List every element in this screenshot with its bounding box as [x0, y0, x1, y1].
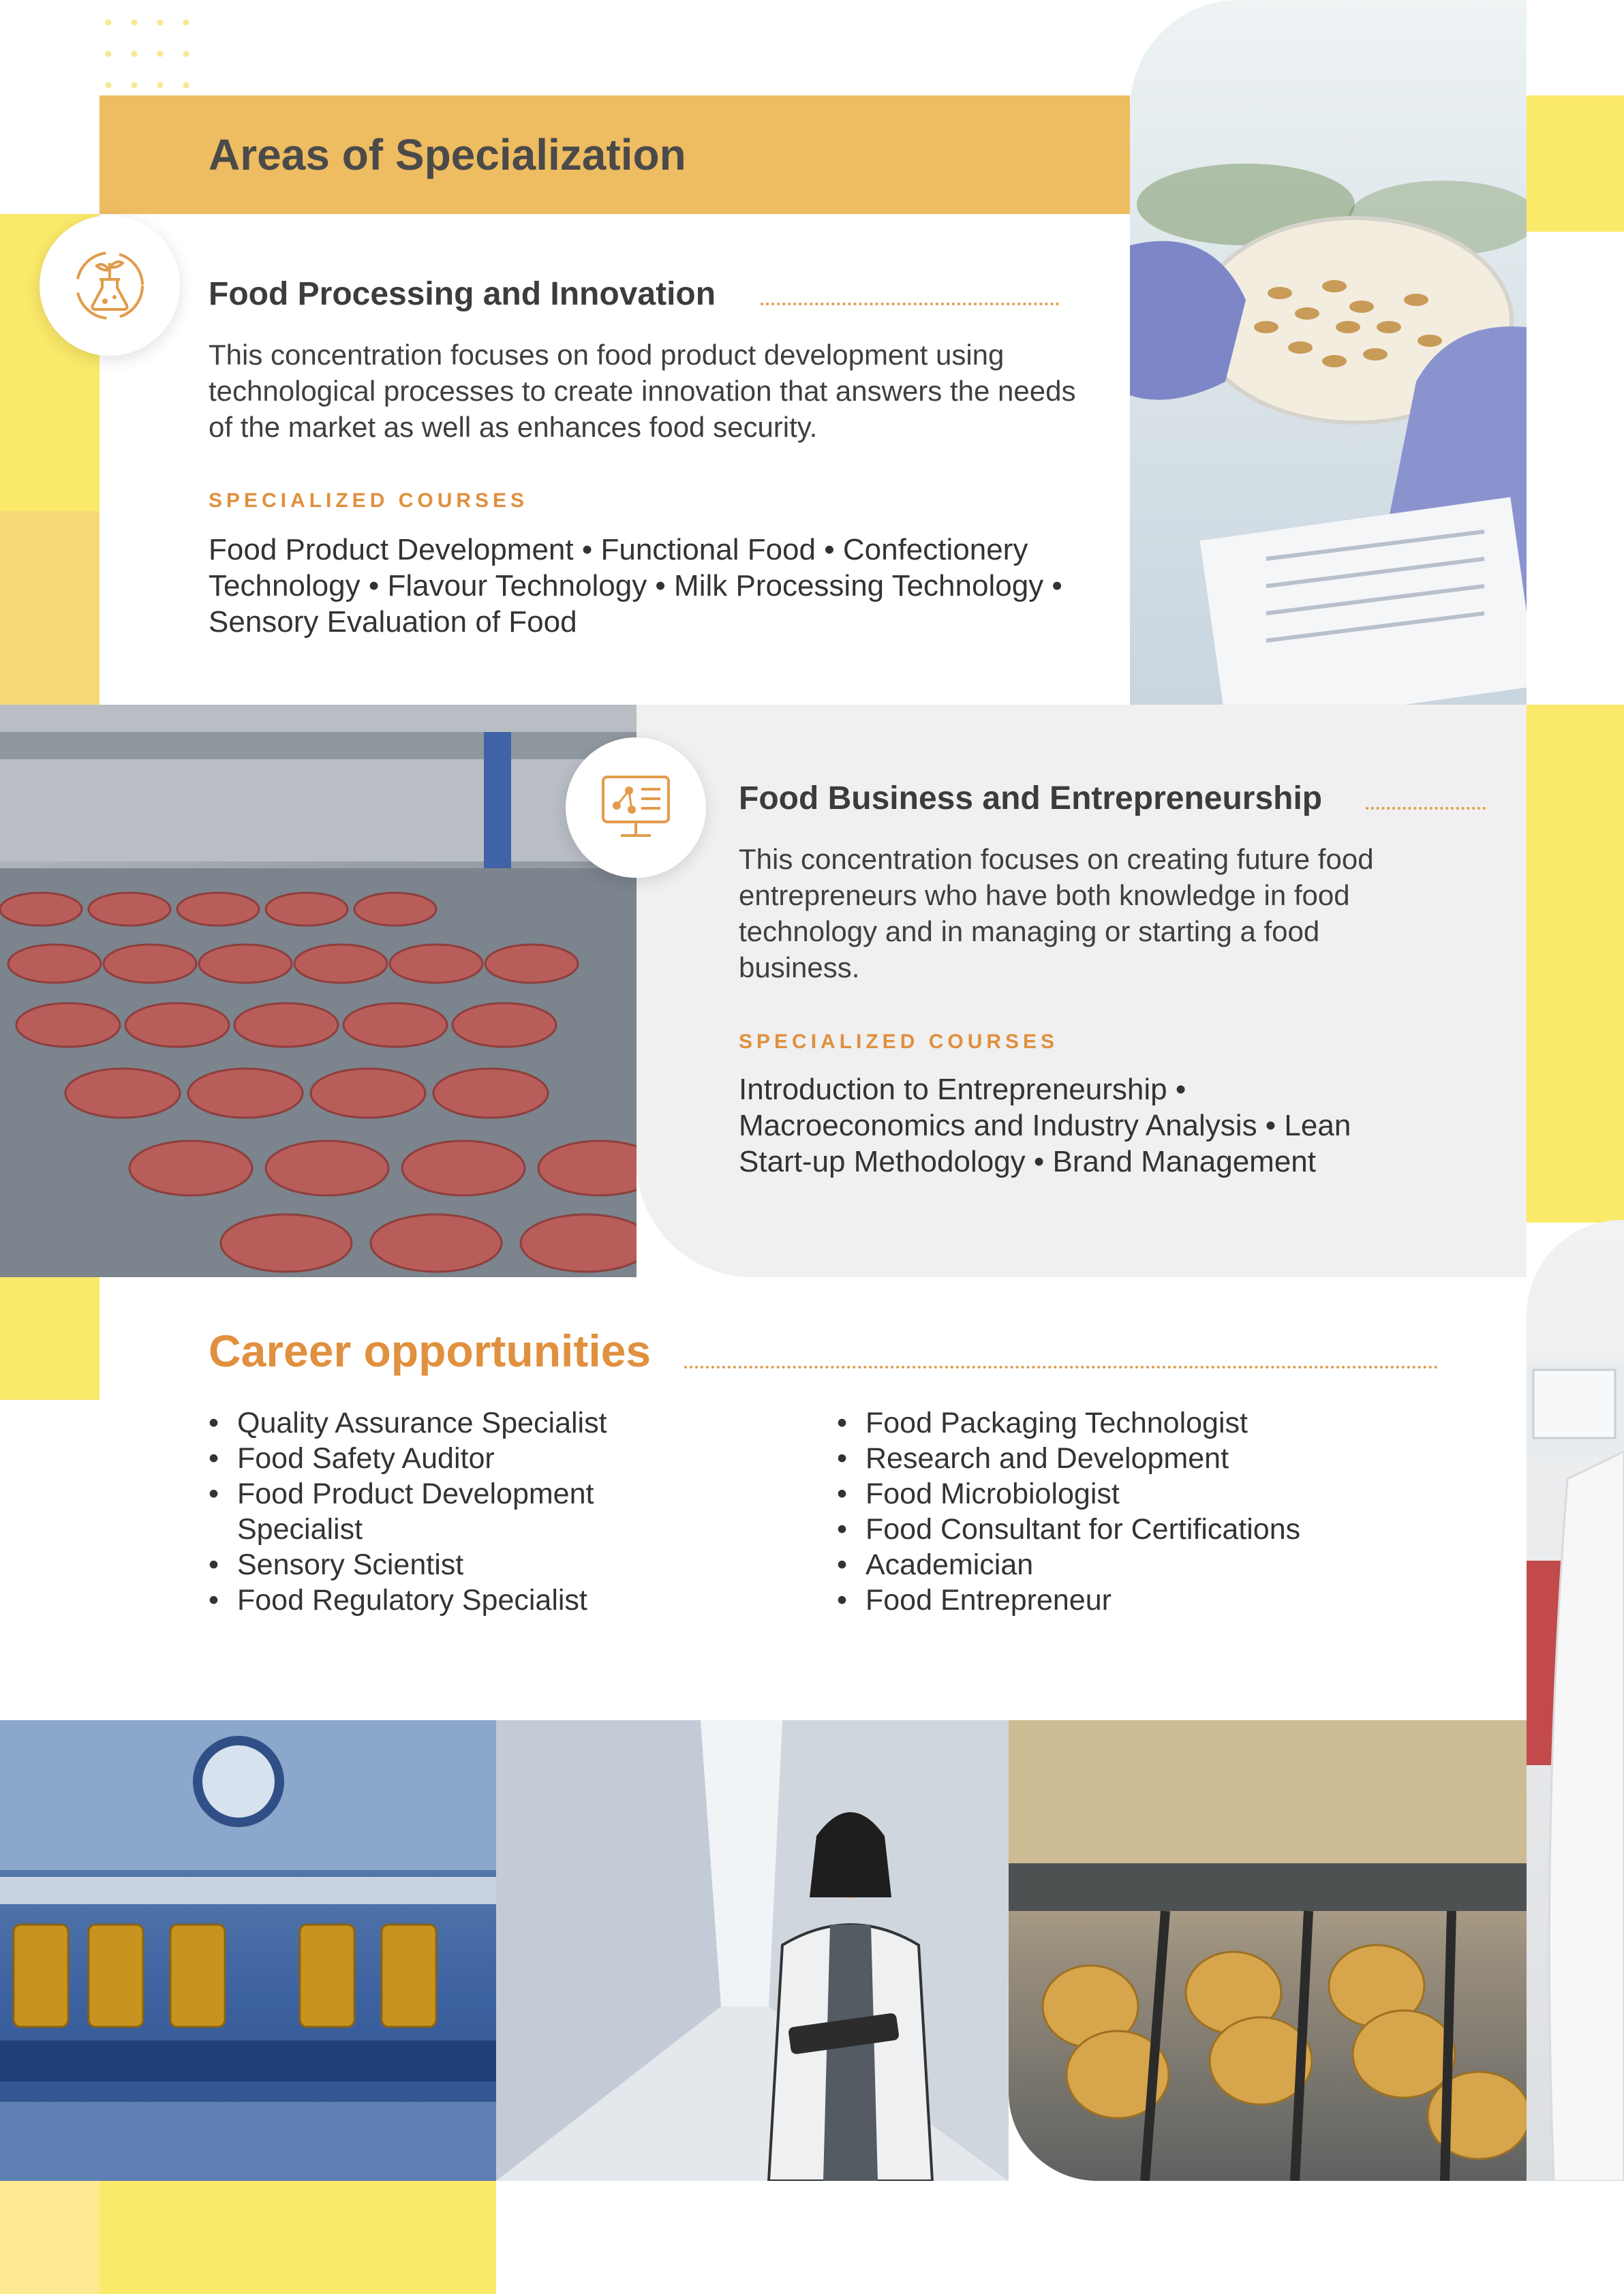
section2-heading: Food Business and Entrepreneurship — [739, 780, 1323, 816]
section2-courses: Introduction to Entrepreneurship • Macroeconomics and Industry Analysis • Lean Start-up Methodology • Brand Management — [739, 1073, 1351, 1178]
grain-petri-dish-photo — [1130, 0, 1527, 705]
computer-network-icon — [596, 770, 675, 845]
section1-icon-badge — [40, 215, 180, 356]
career-list-item: • Food Regulatory Specialist — [209, 1582, 672, 1618]
section1-heading: Food Processing and Innovation — [209, 276, 716, 312]
career-list-item: • Academician — [837, 1547, 1450, 1582]
jar-production-photo — [0, 1720, 496, 2181]
biscuit-production-photo — [1009, 1720, 1527, 2181]
career-list-item: • Food Safety Auditor — [209, 1441, 672, 1476]
section1-description: This concentration focuses on food product development using technological processes to create innovation that answers the needs of the market as well as enhances food security. — [209, 339, 1076, 443]
section2-courses-label: SPECIALIZED COURSES — [739, 1030, 1059, 1053]
career-list-item: • Sensory Scientist — [209, 1547, 672, 1582]
career-list-item: • Research and Development — [837, 1441, 1450, 1476]
yellow-block-left-mid — [0, 511, 99, 705]
section1-courses-label: SPECIALIZED COURSES — [209, 489, 529, 512]
patty-conveyor-photo — [0, 705, 637, 1277]
career-list-item: • Food Product Development Specialist — [209, 1476, 672, 1547]
career-list-right — [837, 1405, 1450, 1618]
section1-courses: Food Product Development • Functional Food • Confectionery Technology • Flavour Technology • Milk Processing Technology • Sensory Evaluation of Food — [209, 533, 1062, 639]
yellow-block-right-mid — [1527, 705, 1624, 1223]
section2-icon-badge — [566, 737, 706, 878]
career-list-item: • Food Microbiologist — [837, 1476, 1450, 1512]
career-list-left — [209, 1405, 672, 1618]
career-dotted-rule — [684, 1366, 1438, 1368]
career-list-item: • Quality Assurance Specialist — [209, 1405, 672, 1441]
section2-description: This concentration focuses on creating future food entrepreneurs who have both knowledge in food technology and in managing or starting a food business. — [739, 843, 1374, 983]
career-list-item: • Food Entrepreneur — [837, 1582, 1450, 1618]
career-list-item: • Food Packaging Technologist — [837, 1405, 1450, 1441]
flask-plant-icon — [72, 248, 147, 323]
career-title: Career opportunities — [209, 1326, 652, 1376]
yellow-block-bottom-corner — [0, 2181, 99, 2294]
yellow-block-left-career — [0, 1277, 99, 1400]
section2-dotted-rule — [1366, 807, 1486, 810]
section1-dotted-rule — [761, 303, 1059, 305]
lab-worker-photo — [1527, 1220, 1624, 2181]
warehouse-woman-photo — [496, 1720, 1009, 2181]
page-title: Areas of Specialization — [209, 130, 686, 179]
career-list-item: • Food Consultant for Certifications — [837, 1512, 1450, 1547]
